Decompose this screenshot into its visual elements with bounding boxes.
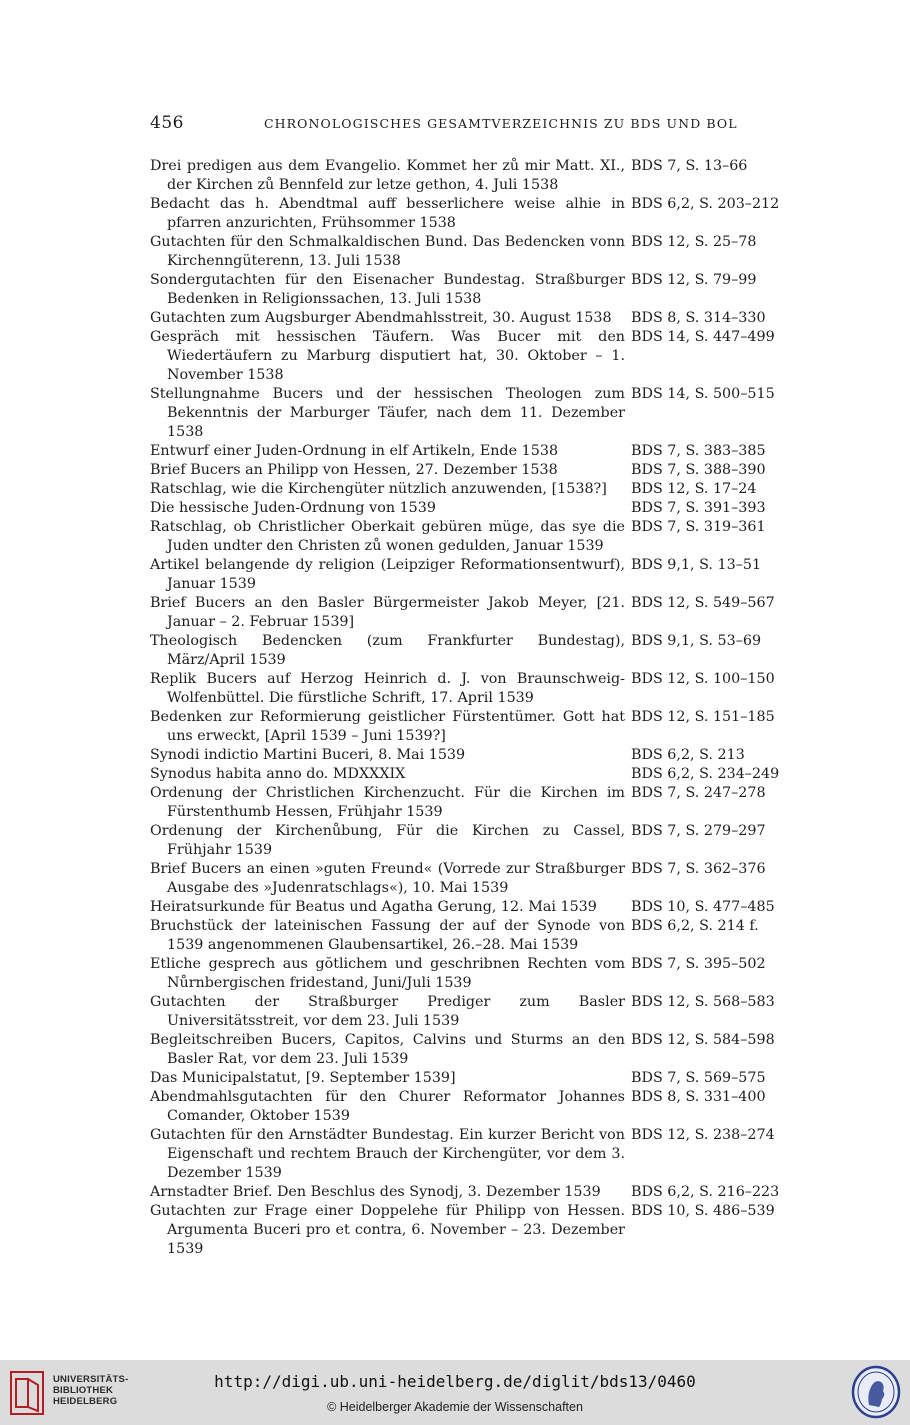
list-item	[150, 670, 775, 708]
list-item	[150, 271, 770, 309]
entry-reference: BDS 6,2, S. 203–212	[631, 196, 780, 212]
entry-title: Drei predigen aus dem Evangelio. Kommet her zů mir Matt. XI., der Kirchen zů Bennfeld zur letze gethon, 4. Juli 1538	[150, 158, 625, 193]
entry-title: Gutachten für den Schmalkaldischen Bund. Das Bedencken vonn Kirchenngüterenn, 13. Juli 1538	[150, 234, 625, 269]
list-item	[150, 917, 770, 955]
entry-title: Heiratsurkunde für Beatus und Agatha Gerung, 12. Mai 1539	[150, 899, 597, 915]
entry-reference: BDS 7, S. 13–66	[631, 158, 748, 174]
entry-title: Etliche gesprech aus gŏtlichem und geschribnen Rechten vom Nůrnbergischen fridestand, Juni/Juli 1539	[150, 956, 625, 991]
list-item	[150, 860, 770, 898]
entry-reference: BDS 9,1, S. 53–69	[631, 633, 762, 649]
list-item	[150, 1183, 780, 1202]
entry-title: Entwurf einer Juden-Ordnung in elf Artikeln, Ende 1538	[150, 443, 559, 459]
entry-reference: BDS 12, S. 25–78	[631, 234, 757, 250]
entry-title: Brief Bucers an den Basler Bürgermeister Jakob Meyer, [21. Januar – 2. Februar 1539]	[150, 595, 625, 630]
list-item	[150, 385, 775, 442]
entry-title: Gespräch mit hessischen Täufern. Was Bucer mit den Wiedertäufern zu Marburg disputiert hat, 30. Oktober – 1. November 1538	[150, 329, 625, 383]
entry-reference: BDS 7, S. 391–393	[631, 500, 766, 516]
entry-reference: BDS 7, S. 388–390	[631, 462, 766, 478]
entry-title: Synodus habita anno do. MDXXXIX	[150, 766, 406, 782]
list-item	[150, 1031, 775, 1069]
entry-reference: BDS 8, S. 331–400	[631, 1089, 766, 1105]
entry-reference: BDS 7, S. 279–297	[631, 823, 766, 839]
entry-title: Ratschlag, wie die Kirchengüter nützlich anzuwenden, [1538?]	[150, 481, 607, 497]
entry-list	[150, 157, 780, 1259]
entry-reference: BDS 12, S. 584–598	[631, 1032, 775, 1048]
entry-title: Abendmahlsgutachten für den Churer Reformator Johannes Comander, Oktober 1539	[150, 1089, 625, 1124]
list-item	[150, 157, 770, 195]
entry-reference: BDS 8, S. 314–330	[631, 310, 766, 326]
entry-title: Replik Bucers auf Herzog Heinrich d. J. von Braunschweig-Wolfenbüttel. Die fürstliche Schrift, 17. April 1539	[150, 671, 625, 706]
list-item	[150, 556, 770, 594]
list-item	[150, 195, 780, 233]
entry-title: Begleitschreiben Bucers, Capitos, Calvins und Sturms an den Basler Rat, vor dem 23. Juli 1539	[150, 1032, 625, 1067]
list-item	[150, 898, 775, 917]
list-item	[150, 1126, 775, 1183]
entry-title: Das Municipalstatut, [9. September 1539]	[150, 1070, 456, 1086]
entry-title: Ordenung der Kirchenůbung, Für die Kirchen zu Cassel, Frühjahr 1539	[150, 823, 625, 858]
running-head: CHRONOLOGISCHES GESAMTVERZEICHNIS ZU BDS UND BOL	[264, 116, 738, 131]
entry-title: Artikel belangende dy religion (Leipziger Reformationsentwurf), Januar 1539	[150, 557, 625, 592]
entry-title: Bruchstück der lateinischen Fassung der auf der Synode von 1539 angenommenen Glaubensartikel, 26.–28. Mai 1539	[150, 918, 625, 953]
entry-reference: BDS 12, S. 100–150	[631, 671, 775, 687]
entry-title: Bedacht das h. Abendtmal auff besserlichere weise alhie in pfarren anzurichten, Frühsommer 1538	[150, 196, 625, 231]
entry-title: Gutachten zum Augsburger Abendmahlsstreit, 30. August 1538	[150, 310, 612, 326]
entry-reference: BDS 10, S. 486–539	[631, 1203, 775, 1219]
list-item	[150, 955, 770, 993]
entry-reference: BDS 12, S. 151–185	[631, 709, 775, 725]
page-header	[150, 113, 770, 133]
list-item	[150, 993, 775, 1031]
entry-title: Ratschlag, ob Christlicher Oberkait gebüren müge, das sye die Juden undter den Christen zů wonen gedulden, Januar 1539	[150, 519, 625, 554]
list-item	[150, 309, 770, 328]
entry-reference: BDS 10, S. 477–485	[631, 899, 775, 915]
entry-reference: BDS 14, S. 447–499	[631, 329, 775, 345]
list-item	[150, 499, 770, 518]
list-item	[150, 480, 770, 499]
entry-title: Arnstadter Brief. Den Beschlus des Synodj, 3. Dezember 1539	[150, 1184, 601, 1200]
list-item	[150, 746, 770, 765]
entry-title: Gutachten der Straßburger Prediger zum Basler Universitätsstreit, vor dem 23. Juli 1539	[150, 994, 625, 1029]
library-logo-text: UNIVERSITÄTS- BIBLIOTHEK HEIDELBERG	[53, 1374, 129, 1407]
entry-title: Gutachten zur Frage einer Doppelehe für Philipp von Hessen. Argumenta Buceri pro et contra, 6. November – 23. Dezember 1539	[150, 1203, 625, 1257]
entry-reference: BDS 7, S. 383–385	[631, 443, 766, 459]
entry-reference: BDS 6,2, S. 214 f.	[631, 918, 759, 934]
entry-reference: BDS 6,2, S. 216–223	[631, 1184, 780, 1200]
entry-title: Bedenken zur Reformierung geistlicher Fürstentümer. Gott hat uns erweckt, [April 1539 – Juni 1539?]	[150, 709, 625, 744]
list-item	[150, 632, 770, 670]
entry-reference: BDS 12, S. 17–24	[631, 481, 757, 497]
academy-seal-icon	[851, 1365, 901, 1419]
entry-reference: BDS 12, S. 568–583	[631, 994, 775, 1010]
entry-title: Gutachten für den Arnstädter Bundestag. Ein kurzer Bericht von Eigenschaft und rechtem Brauch der Kirchengüter, vor dem 3. Dezember 1539	[150, 1127, 625, 1181]
list-item	[150, 765, 780, 784]
footer-copyright: © Heidelberger Akademie der Wissenschaften	[327, 1400, 583, 1414]
entry-title: Die hessische Juden-Ordnung von 1539	[150, 500, 436, 516]
list-item	[150, 328, 775, 385]
entry-title: Stellungnahme Bucers und der hessischen Theologen zum Bekenntnis der Marburger Täufer, nach dem 11. Dezember 1538	[150, 386, 625, 440]
entry-reference: BDS 12, S. 238–274	[631, 1127, 775, 1143]
entry-reference: BDS 7, S. 395–502	[631, 956, 766, 972]
list-item	[150, 708, 775, 746]
page-number: 456	[150, 113, 184, 133]
footer	[0, 1360, 910, 1425]
list-item	[150, 1069, 770, 1088]
entry-reference: BDS 9,1, S. 13–51	[631, 557, 762, 573]
list-item	[150, 594, 775, 632]
list-item	[150, 822, 770, 860]
entry-reference: BDS 7, S. 319–361	[631, 519, 766, 535]
list-item	[150, 784, 770, 822]
list-item	[150, 233, 770, 271]
entry-title: Brief Bucers an einen »guten Freund« (Vorrede zur Straßburger Ausgabe des »Judenratschlags«), 10. Mai 1539	[150, 861, 625, 896]
entry-reference: BDS 12, S. 549–567	[631, 595, 775, 611]
entry-reference: BDS 6,2, S. 213	[631, 747, 745, 763]
list-item	[150, 461, 770, 480]
entry-reference: BDS 7, S. 569–575	[631, 1070, 766, 1086]
entry-reference: BDS 7, S. 362–376	[631, 861, 766, 877]
entry-title: Brief Bucers an Philipp von Hessen, 27. Dezember 1538	[150, 462, 558, 478]
list-item	[150, 1202, 775, 1259]
entry-title: Ordenung der Christlichen Kirchenzucht. Für die Kirchen im Fürstenthumb Hessen, Frühjahr 1539	[150, 785, 625, 820]
entry-reference: BDS 12, S. 79–99	[631, 272, 757, 288]
list-item	[150, 1088, 770, 1126]
entry-title: Sondergutachten für den Eisenacher Bundestag. Straßburger Bedenken in Religionssachen, 13. Juli 1538	[150, 272, 625, 307]
list-item	[150, 442, 770, 461]
entry-reference: BDS 7, S. 247–278	[631, 785, 766, 801]
entry-title: Theologisch Bedencken (zum Frankfurter Bundestag), März/April 1539	[150, 633, 625, 668]
list-item	[150, 518, 770, 556]
entry-title: Synodi indictio Martini Buceri, 8. Mai 1539	[150, 747, 466, 763]
footer-url-link[interactable]: http://digi.ub.uni-heidelberg.de/diglit/bds13/0460	[214, 1372, 696, 1391]
entry-reference: BDS 6,2, S. 234–249	[631, 766, 780, 782]
entry-reference: BDS 14, S. 500–515	[631, 386, 775, 402]
